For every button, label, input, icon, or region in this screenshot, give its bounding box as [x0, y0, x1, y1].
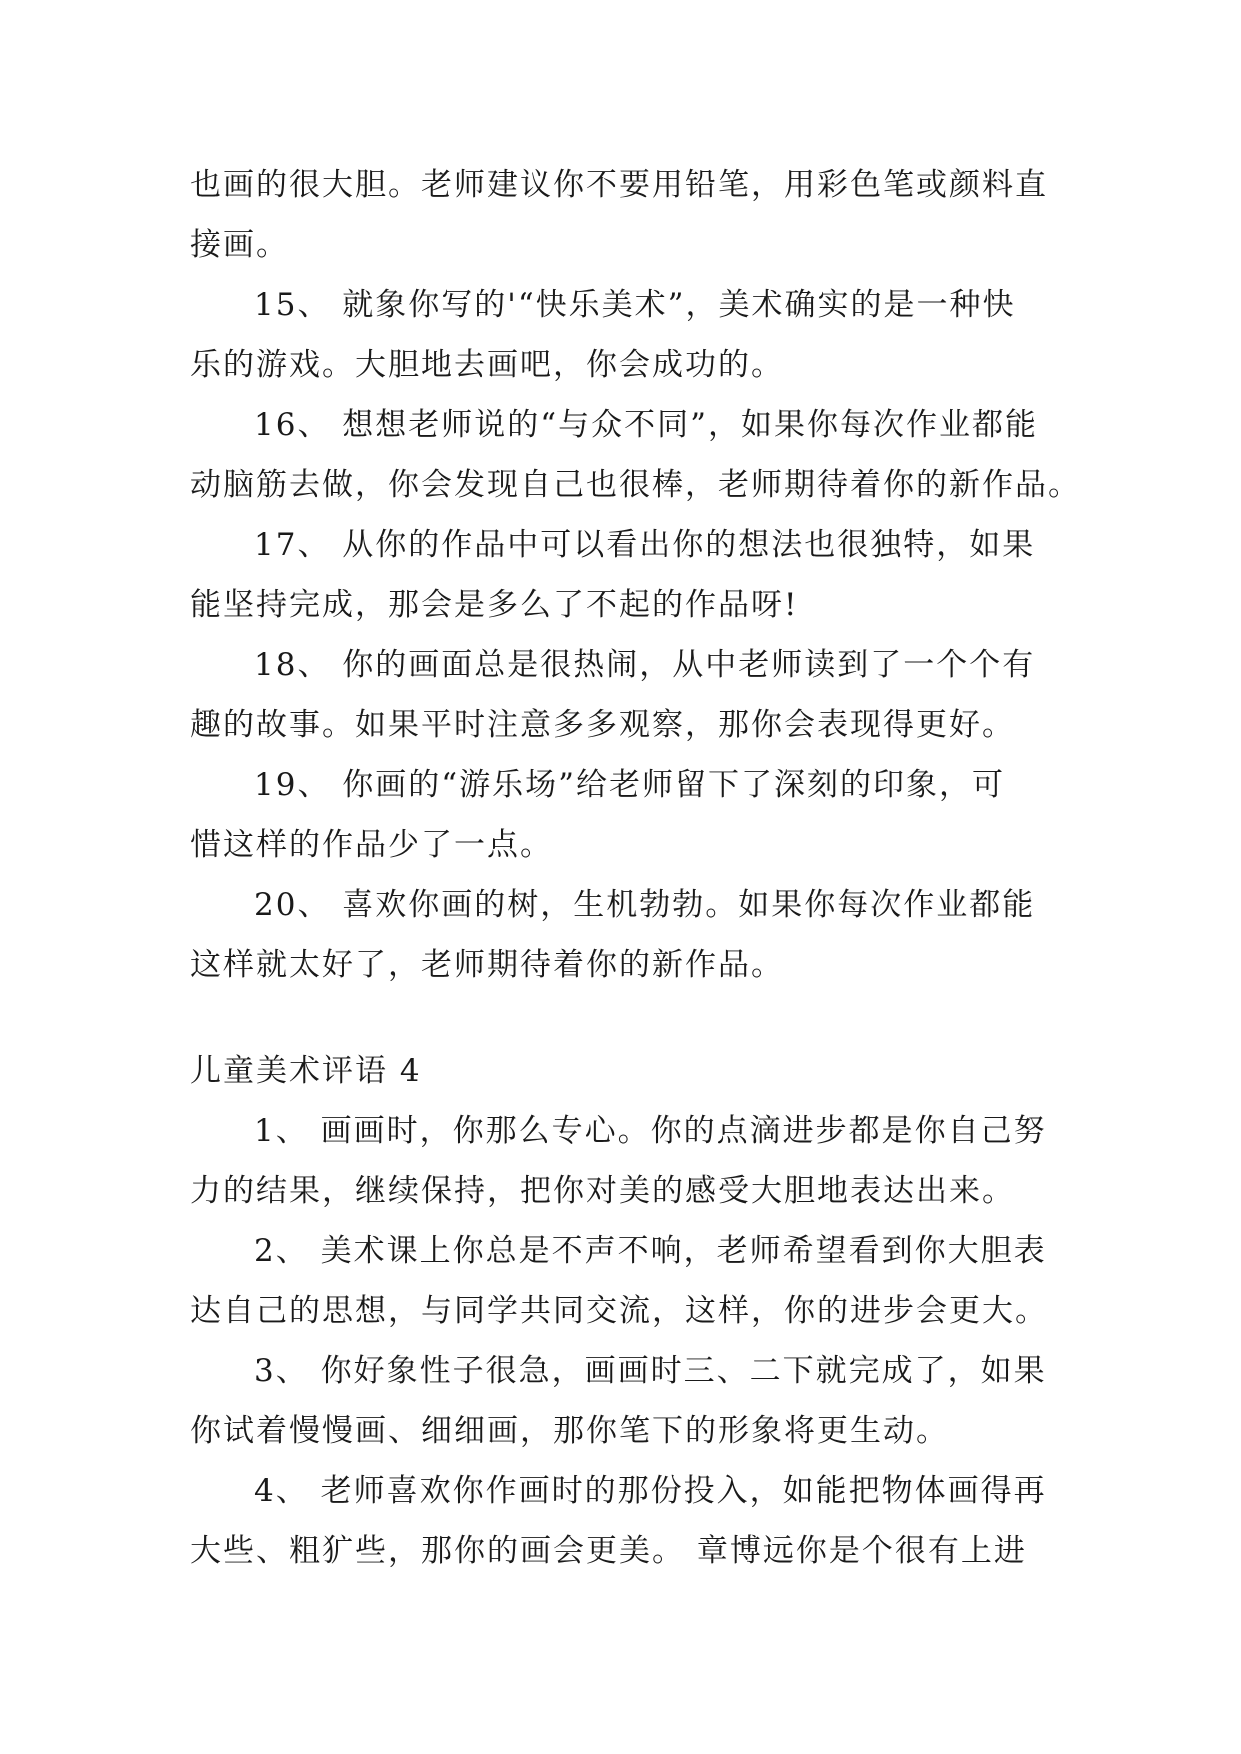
comment-15-line-1: 15、 就象你写的'“快乐美术”，美术确实的是一种快	[254, 287, 1016, 323]
comment-17-line-1: 17、 从你的作品中可以看出你的想法也很独特，如果	[254, 527, 1036, 563]
document-body	[190, 155, 1081, 1581]
comment-20-line-2: 这样就太好了，老师期待着你的新作品。	[190, 947, 784, 983]
comment-19-line-2: 惜这样的作品少了一点。	[190, 827, 553, 863]
comment-16-line-2: 动脑筋去做，你会发现自己也很棒，老师期待着你的新作品。	[190, 467, 1081, 503]
comment-2-line-2: 达自己的思想，与同学共同交流，这样，你的进步会更大。	[190, 1293, 1048, 1329]
section-gap	[190, 995, 1050, 1041]
comment-17-line-2: 能坚持完成，那会是多么了不起的作品呀!	[190, 587, 799, 623]
comment-1-line-2: 力的结果，继续保持，把你对美的感受大胆地表达出来。	[190, 1173, 1015, 1209]
comment-3-line-2: 你试着慢慢画、细细画，那你笔下的形象将更生动。	[190, 1413, 949, 1449]
comment-20-line-1: 20、 喜欢你画的树，生机勃勃。如果你每次作业都能	[254, 887, 1036, 923]
comment-4-line-1: 4、 老师喜欢你作画时的那份投入，如能把物体画得再	[254, 1473, 1047, 1509]
comment-4-line-2: 大些、粗犷些，那你的画会更美。 章博远你是个很有上进	[190, 1533, 1027, 1569]
text-line: 也画的很大胆。老师建议你不要用铅笔，用彩色笔或颜料直	[190, 167, 1048, 203]
comment-15-line-2: 乐的游戏。大胆地去画吧，你会成功的。	[190, 347, 784, 383]
comment-16-line-1: 16、 想想老师说的“与众不同”，如果你每次作业都能	[254, 407, 1038, 443]
comment-19-line-1: 19、 你画的“游乐场”给老师留下了深刻的印象，可	[254, 767, 1005, 803]
comment-18-line-1: 18、 你的画面总是很热闹，从中老师读到了一个个有	[254, 647, 1036, 683]
comment-18-line-2: 趣的故事。如果平时注意多多观察，那你会表现得更好。	[190, 707, 1015, 743]
comment-2-line-1: 2、 美术课上你总是不声不响，老师希望看到你大胆表	[254, 1233, 1047, 1269]
comment-1-line-1: 1、 画画时，你那么专心。你的点滴进步都是你自己努	[254, 1113, 1047, 1149]
text-line: 接画。	[190, 227, 289, 263]
section-heading: 儿童美术评语 4	[190, 1053, 422, 1089]
comment-3-line-1: 3、 你好象性子很急，画画时三、二下就完成了，如果	[254, 1353, 1047, 1389]
